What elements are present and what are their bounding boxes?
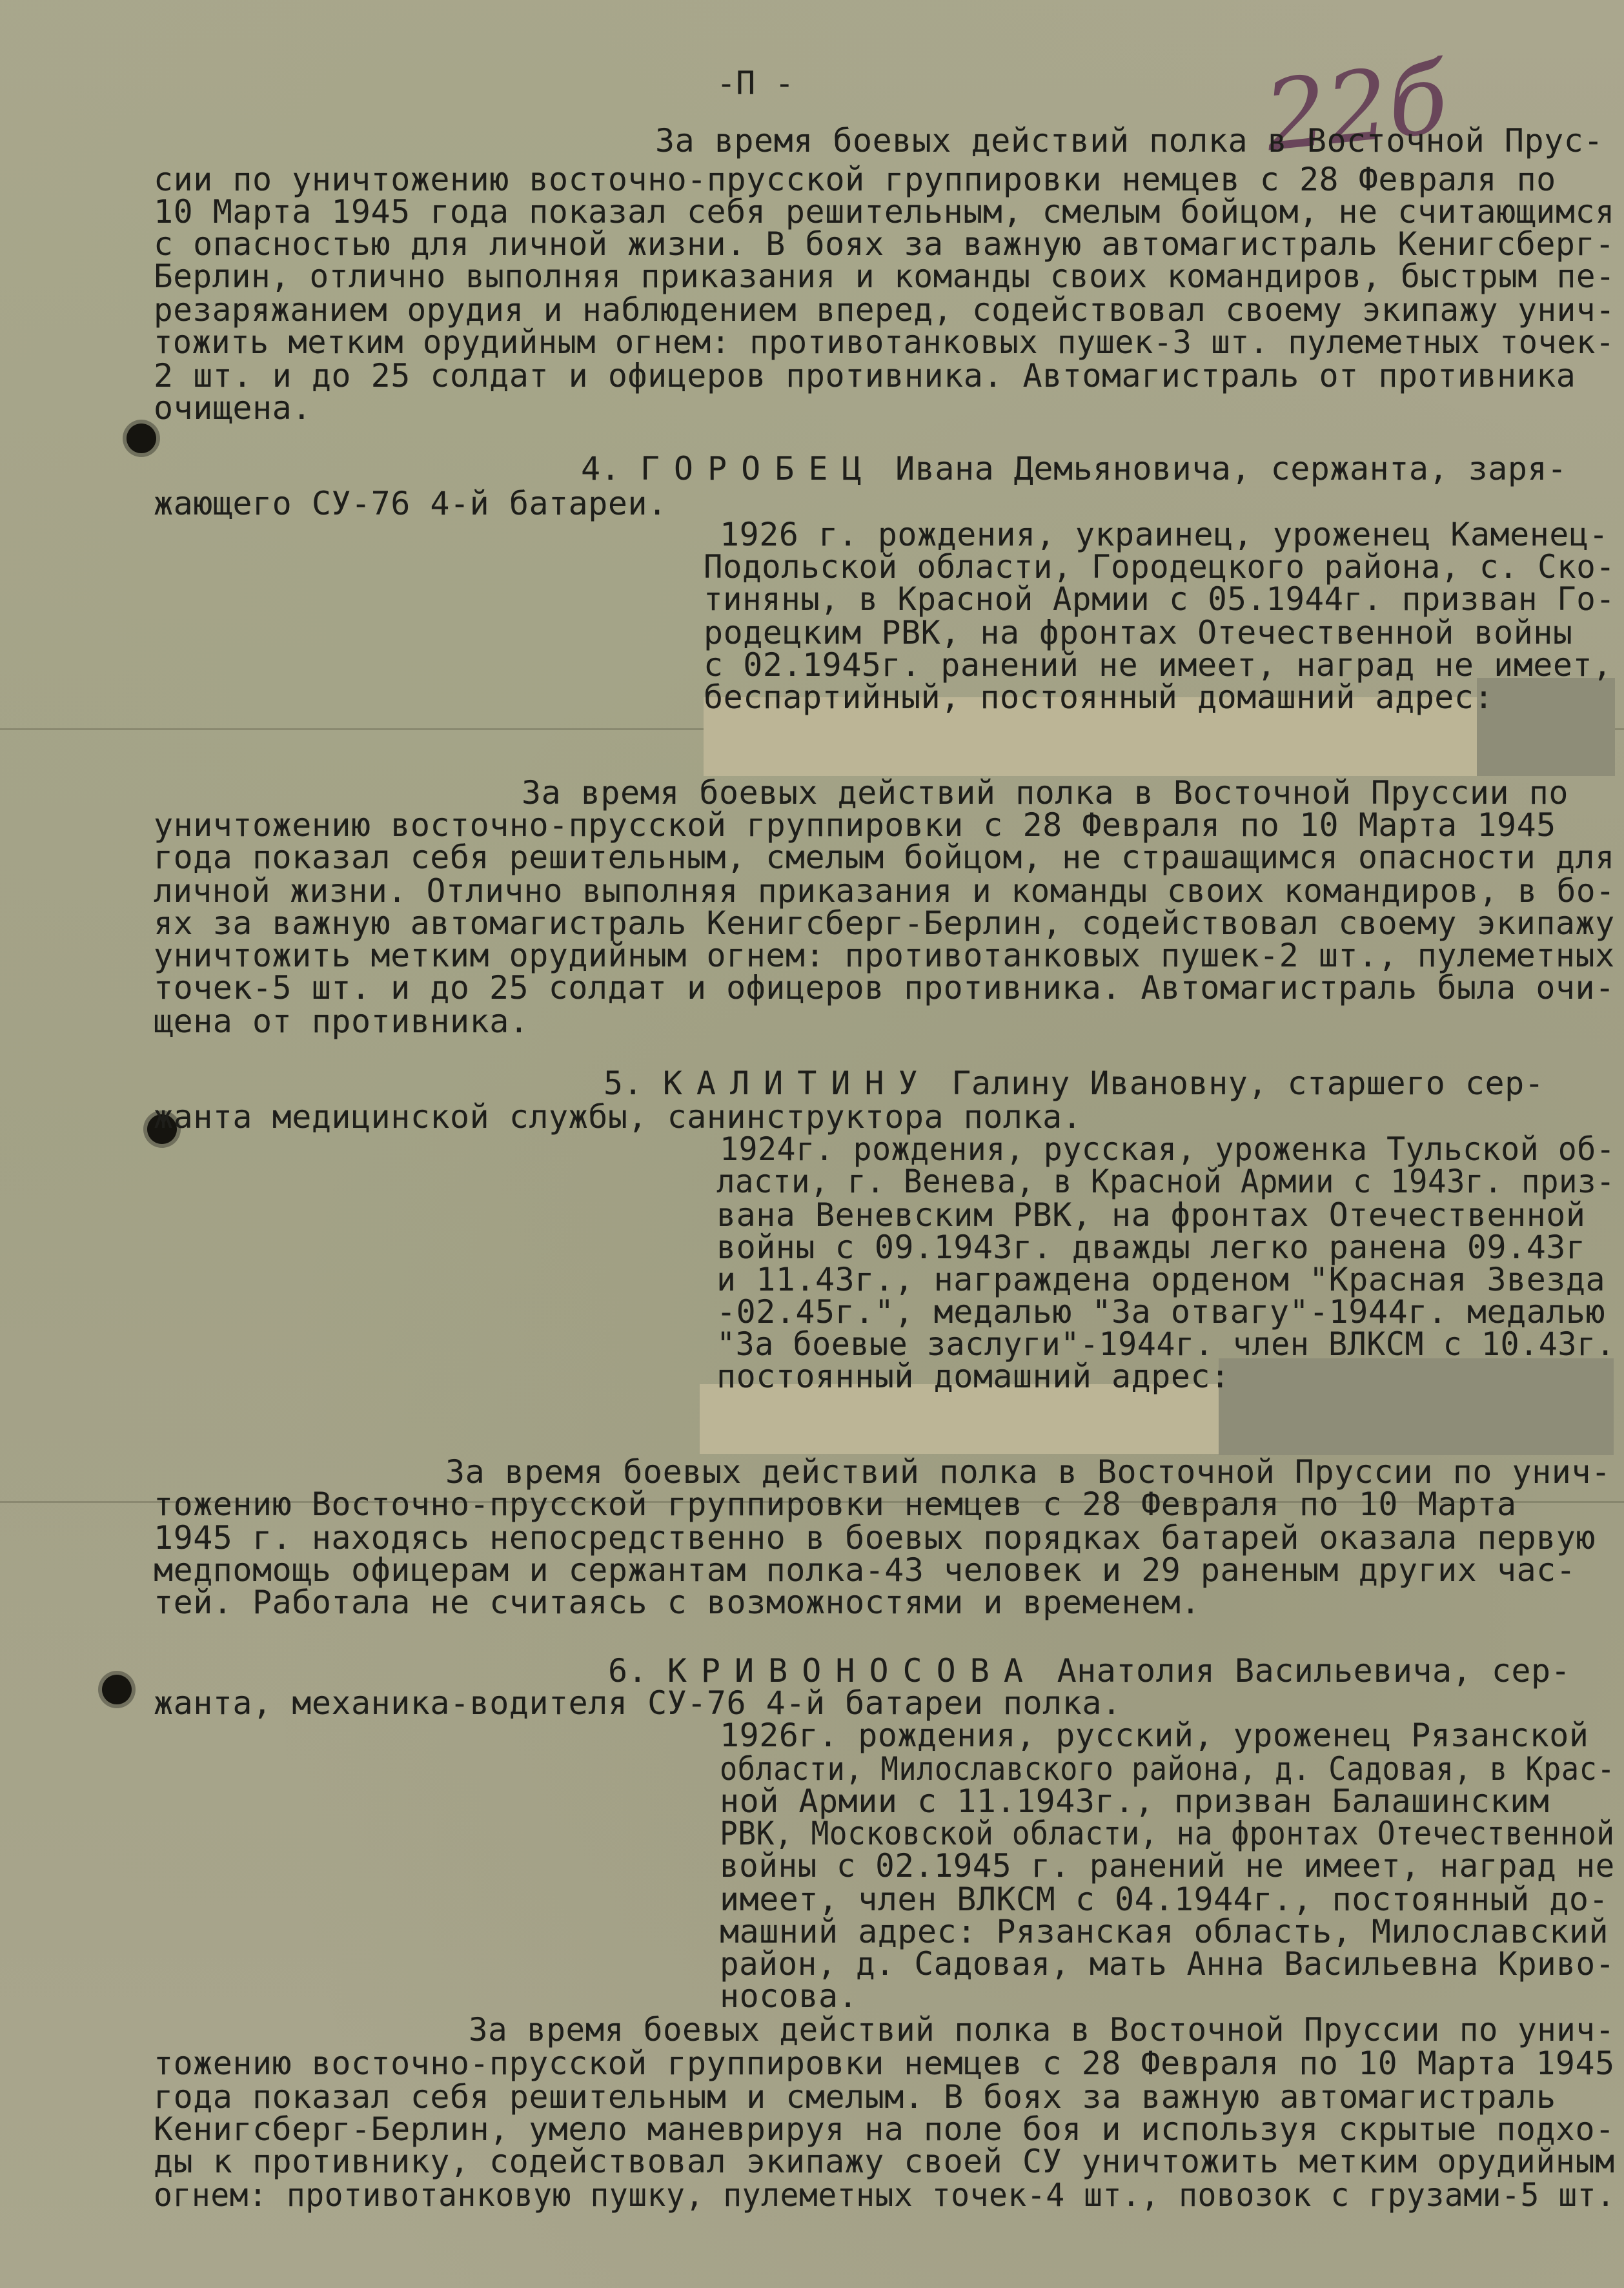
bio-line: 1924г. рождения, русская, уроженка Тульской об- xyxy=(720,1130,1616,1168)
entry-heading xyxy=(604,1065,1544,1101)
bio-line: войны с 09.1943г. дважды легко ранена 09.43г xyxy=(716,1229,1586,1266)
bio-line: области, Милославского района, д. Садовая, в Крас- xyxy=(720,1750,1616,1788)
text-line: ях за важную автомагистраль Кенигсберг-Берлин, содействовал своему экипажу xyxy=(154,904,1615,942)
text-line: 2 шт. и до 25 солдат и офицеров противника. Автомагистраль от противника xyxy=(154,357,1576,394)
archive-stamp-number: 22б xyxy=(1259,42,1453,174)
bio-line: имеет, член ВЛКСМ с 04.1944г., постоянный до- xyxy=(720,1881,1609,1918)
text-line: За время боевых действий полка в Восточной Пруссии по унич- xyxy=(445,1453,1611,1491)
text-line: с опасностью для личной жизни. В боях за важную автомагистраль Кенигсберг- xyxy=(154,225,1615,263)
bio-line: машний адрес: Рязанская область, Милославский xyxy=(720,1913,1609,1950)
text-line: За время боевых действий полка в Восточной Пруссии по унич- xyxy=(469,2011,1615,2048)
bio-line: район, д. Садовая, мать Анна Васильевна Криво- xyxy=(720,1945,1615,1983)
bio-line: с 02.1945г. ранений не имеет, наград не имеет, xyxy=(704,646,1612,684)
page-number: -П - xyxy=(716,65,795,102)
text-line: уничтожению восточно-прусской группировки с 28 Февраля по 10 Марта 1945 xyxy=(154,806,1556,844)
text-line: щена от противника. xyxy=(154,1003,529,1040)
entry-number: 4. xyxy=(581,450,621,487)
entry-heading-text: Ивана Демьяновича, сержанта, заря- xyxy=(895,450,1567,487)
bio-line: ласти, г. Венева, в Красной Армии с 1943г. приз- xyxy=(716,1163,1615,1200)
bio-line: носова. xyxy=(720,1977,858,2015)
entry-number: 5. xyxy=(604,1065,644,1102)
text-line: тожению восточно-прусской группировки немцев с 28 Февраля по 10 Марта 1945 xyxy=(154,2045,1615,2082)
punch-hole xyxy=(127,424,156,453)
text-line: уничтожить метким орудийным огнем: противотанковых пушек-2 шт., пулеметных xyxy=(154,937,1615,974)
bio-line: и 11.43г., награждена орденом "Красная Звезда xyxy=(716,1261,1606,1298)
text-line: тожить метким орудийным огнем: противотанковых пушек-3 шт. пулеметных точек- xyxy=(154,323,1615,361)
text-line: тей. Работала не считаясь с возможностями и временем. xyxy=(154,1584,1201,1621)
entry-heading-text: Галину Ивановну, старшего сер- xyxy=(951,1065,1545,1102)
bio-line: 1926г. рождения, русский, уроженец Рязанской xyxy=(720,1717,1589,1754)
entry-heading-text: Анатолия Васильевича, сер- xyxy=(1057,1652,1571,1690)
bio-line: вана Веневским РВК, на фронтах Отечественной xyxy=(716,1196,1586,1234)
bio-line: Подольской области, Городецкого района, с. Ско- xyxy=(704,548,1616,586)
entry-heading xyxy=(581,451,1567,487)
punch-hole xyxy=(102,1675,132,1704)
text-line: тожению Восточно-прусской группировки немцев с 28 Февраля по 10 Марта xyxy=(154,1486,1517,1523)
text-line: огнем: противотанковую пушку, пулеметных точек-4 шт., повозок с грузами-5 шт. xyxy=(154,2176,1616,2214)
text-line: медпомощь офицерам и сержантам полка-43 человек и 29 раненым других час- xyxy=(154,1551,1576,1589)
text-line: очищена. xyxy=(154,389,312,427)
text-line: 1945 г. находясь непосредственно в боевых порядках батарей оказала первую xyxy=(154,1519,1596,1557)
bio-line: тиняны, в Красной Армии с 05.1944г. призван Го- xyxy=(704,580,1616,618)
entry-surname: КРИВОНОСОВА xyxy=(667,1652,1037,1690)
entry-surname: ГОРОБЕЦ xyxy=(640,450,876,487)
entry-heading xyxy=(608,1653,1570,1689)
text-line: жанта, механика-водителя СУ-76 4-й батареи полка. xyxy=(154,1684,1122,1722)
text-line: ды к противнику, содействовал экипажу своей СУ уничтожить метким орудийным xyxy=(154,2143,1615,2180)
text-line: года показал себя решительным и смелым. В боях за важную автомагистраль xyxy=(154,2078,1556,2116)
bio-line: войны с 02.1945 г. ранений не имеет, наград не xyxy=(720,1847,1615,1885)
text-line: резаряжанием орудия и наблюдением вперед, содействовал своему экипажу унич- xyxy=(154,291,1616,329)
entry-surname: КАЛИТИНУ xyxy=(662,1065,932,1102)
bio-line: родецким РВК, на фронтах Отечественной войны xyxy=(704,614,1573,651)
redacted-address-dark xyxy=(1219,1358,1614,1455)
bio-line: -02.45г.", медалью "За отвагу"-1944г. медалью xyxy=(716,1293,1606,1331)
text-line: сии по уничтожению восточно-прусской группировки немцев с 28 Февраля по xyxy=(154,161,1556,198)
bio-line: 1926 г. рождения, украинец, уроженец Каменец- xyxy=(720,516,1609,553)
bio-line: постоянный домашний адрес: xyxy=(716,1358,1230,1395)
bio-line: "За боевые заслуги"-1944г. член ВЛКСМ с 10.43г. xyxy=(716,1325,1616,1363)
text-line: жанта медицинской службы, санинструктора полка. xyxy=(154,1098,1082,1136)
redacted-address-dark xyxy=(1477,678,1615,776)
text-line: точек-5 шт. и до 25 солдат и офицеров противника. Автомагистраль была очи- xyxy=(154,969,1615,1006)
bio-line: ной Армии с 11.1943г., призван Балашинским xyxy=(720,1782,1550,1820)
text-line: За время боевых действий полка в Восточной Пруссии по xyxy=(522,774,1568,812)
bio-line: РВК, Московской области, на фронтах Отечественной xyxy=(720,1815,1615,1852)
text-line: года показал себя решительным, смелым бойцом, не страшащимся опасности для xyxy=(154,839,1615,876)
text-line: личной жизни. Отлично выполняя приказания и команды своих командиров, в бо- xyxy=(154,872,1616,910)
entry-number: 6. xyxy=(608,1652,648,1690)
text-line: Берлин, отлично выполняя приказания и команды своих командиров, быстрым пе- xyxy=(154,258,1616,295)
text-line: Кенигсберг-Берлин, умело маневрируя на поле боя и используя скрытые подхо- xyxy=(154,2110,1615,2148)
bio-line: беспартийный, постоянный домашний адрес: xyxy=(704,679,1494,716)
text-line: За время боевых действий полка в Восточной Прус- xyxy=(655,122,1603,159)
text-line: 10 Марта 1945 года показал себя решительным, смелым бойцом, не считающимся xyxy=(154,193,1615,230)
text-line: жающего СУ-76 4-й батареи. xyxy=(154,485,667,522)
